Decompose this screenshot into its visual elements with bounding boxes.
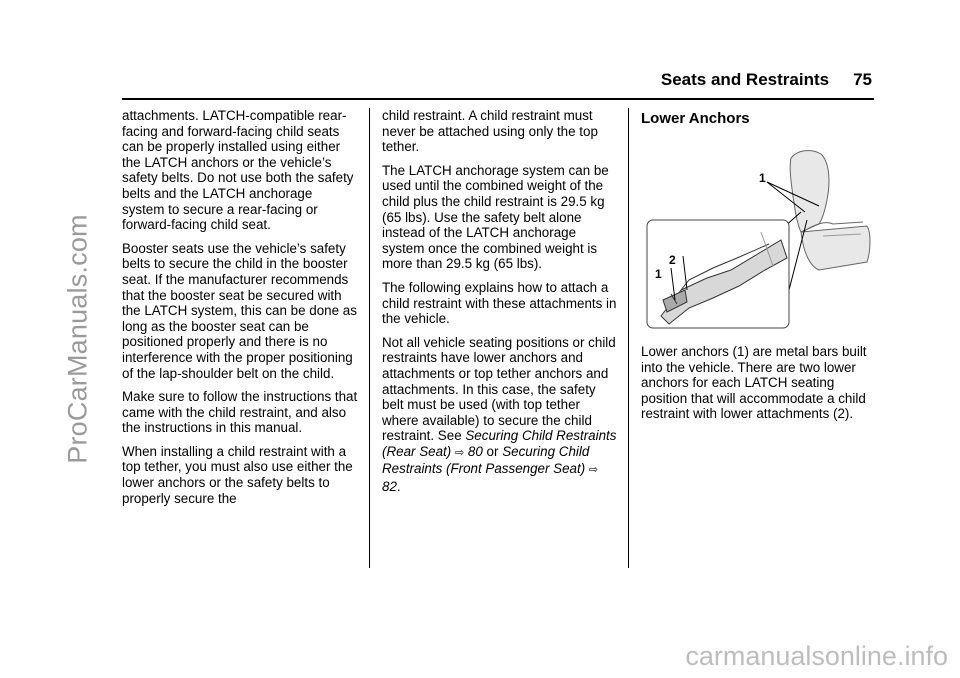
- paragraph: The following explains how to attach a child restraint with these attachments in the vehicle.: [382, 279, 617, 327]
- page-arrow-icon: ⇨: [588, 464, 599, 477]
- paragraph: attachments. LATCH-compatible rear-facing and forward-facing child seats can be properly installed using either the LATCH anchors or the vehicle’s safety belts. Do not use both the safety belts and the LATCH anchorage system to secure a rear-facing or forward-facing child seat.: [122, 108, 354, 233]
- paragraph: Make sure to follow the instructions that came with the child restraint, and also the instructions in this manual.: [122, 389, 358, 436]
- paragraph: child restraint. A child restraint must never be attached using only the top tether.: [382, 108, 598, 155]
- lower-anchors-description: [641, 344, 877, 430]
- cross-reference-rear-seat[interactable]: Securing Child Restraints (Rear Seat): [382, 428, 617, 459]
- column-divider-2: [628, 108, 629, 568]
- paragraph-with-references: [382, 335, 618, 495]
- cross-reference-front-seat[interactable]: Securing Child Restraints (Front Passenger Seat): [382, 443, 590, 477]
- column-2: [382, 108, 618, 503]
- paragraph: Lower anchors (1) are metal bars built into the vehicle. There are two lower anchors for each LATCH seating position that will accommodate a child restraint with lower attachments (2).: [641, 344, 867, 422]
- page-arrow-icon: ⇨: [454, 446, 465, 459]
- callout-label-1-top: 1: [759, 171, 766, 185]
- callout-label-1-inset: 1: [655, 267, 662, 281]
- column-3: [641, 108, 877, 422]
- paragraph: The LATCH anchorage system can be used until the combined weight of the child plus the child restraint is 29.5 kg (65 lbs). Use the safety belt alone instead of the LATCH anchorage system once the combined weight is more than 29.5 kg (65 lbs).: [382, 162, 609, 272]
- page-header: [0, 70, 872, 90]
- end-punctuation: .: [396, 479, 401, 495]
- paragraph: When installing a child restraint with a top tether, you must also use either the lower anchors or the safety belts to properly secure the: [122, 443, 353, 506]
- page-number: 75: [853, 70, 872, 89]
- paragraph: Booster seats use the vehicle’s safety belts to secure the child in the booster seat. If the manufacturer recommends that the booster seat be secured with the LATCH system, this can be done as long as the booster seat can be positioned properly and there is no interference with the proper positioning of the lap-shoulder belt on the child.: [122, 240, 357, 381]
- header-rule: [122, 98, 874, 100]
- or-text: or: [486, 443, 499, 459]
- section-heading: Lower Anchors: [641, 110, 750, 127]
- page-ref-82[interactable]: 82: [382, 479, 397, 495]
- column-1: [122, 108, 358, 514]
- page-ref-80[interactable]: 80: [467, 443, 483, 459]
- lower-anchors-illustration: [641, 140, 877, 336]
- watermark-side: ProCarManuals.com: [62, 214, 93, 464]
- watermark-bottom: carmanualsonline.info: [685, 641, 948, 671]
- column-divider-1: [369, 108, 370, 568]
- paragraph-text: Not all vehicle seating positions or child restraints have lower anchors and attachments or top tether anchors and attachments. In this case, the safety belt must be used (with top tether where available) to secure the child restraint. See: [382, 334, 616, 444]
- callout-label-2: 2: [669, 253, 676, 267]
- section-title: Seats and Restraints: [660, 70, 830, 89]
